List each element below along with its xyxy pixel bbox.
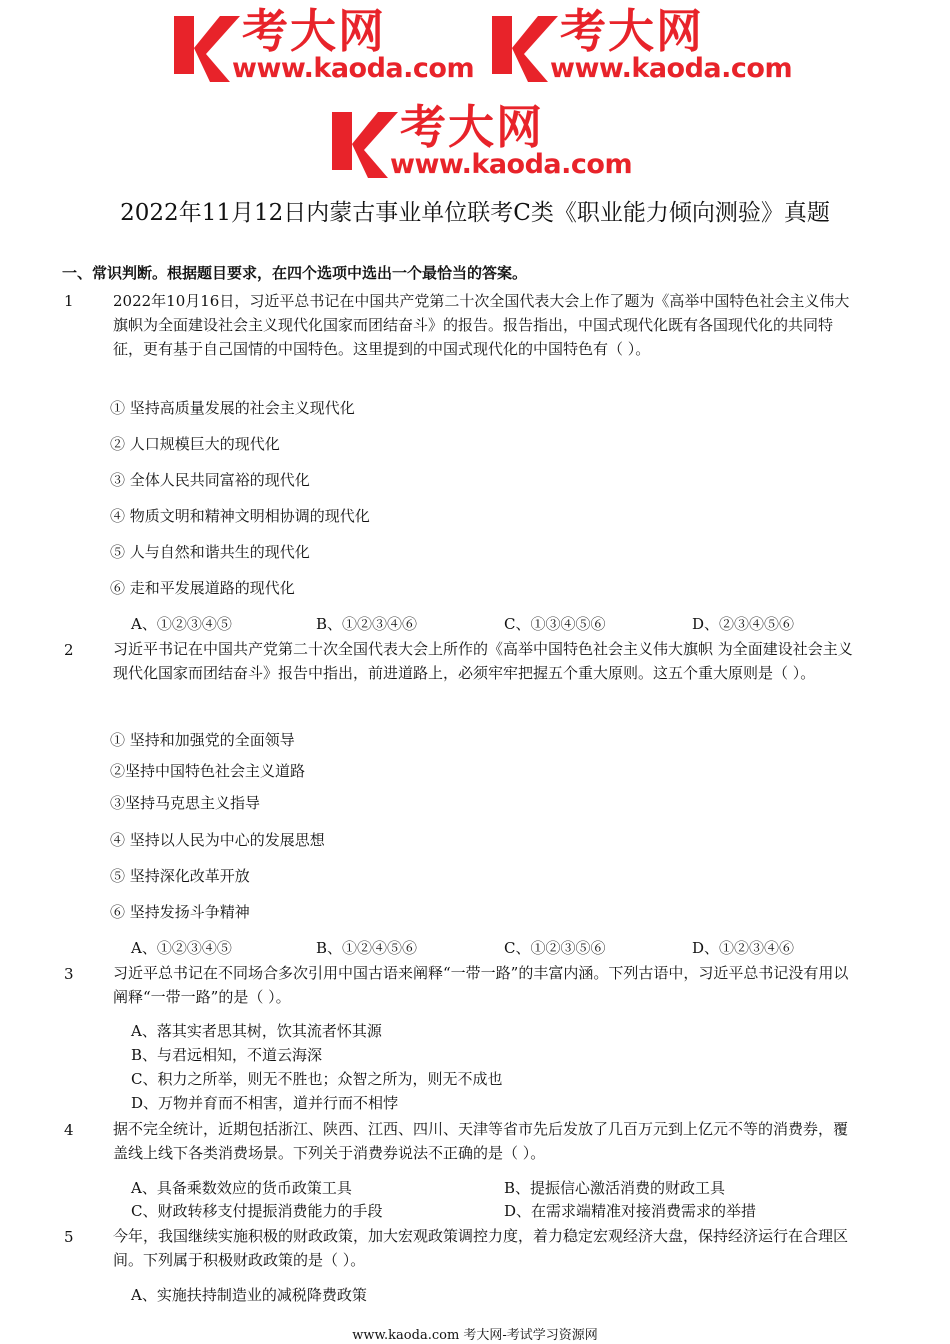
list-item: ⑤ 坚持深化改革开放 <box>110 867 250 885</box>
list-item: ③坚持马克思主义指导 <box>110 794 261 812</box>
answer-option: A、①②③④⑤ <box>131 615 232 633</box>
list-item: ① 坚持和加强党的全面领导 <box>110 731 295 749</box>
question-text: 2022年10月16日，习近平总书记在中国共产党第二十次全国代表大会上作了题为《高举中国特色社会主义伟大旗帜为全面建设社会主义现代化国家而团结奋斗》的报告。报告指出，中国式现代化既有各国现代化的共同特征，更有基于自己国情的中国特色。这里提到的中国式现代化的中国特色有（ ）。 <box>113 292 850 358</box>
logo-brand-text: 考大网 <box>242 4 386 58</box>
question-number: 2 <box>64 641 74 659</box>
answer-option: A、①②③④⑤ <box>131 939 232 957</box>
list-item: ④ 物质文明和精神文明相协调的现代化 <box>110 507 370 525</box>
question-text: 据不完全统计，近期包括浙江、陕西、江西、四川、天津等省市先后发放了几百万元到上亿元不等的消费券，覆盖线上线下各类消费场景。下列关于消费券说法不正确的是（ ）。 <box>113 1120 849 1162</box>
logo-brand-text: 考大网 <box>560 4 704 58</box>
answer-option: C、①②③⑤⑥ <box>504 939 606 957</box>
logo-url-text: www.kaoda.com <box>232 53 475 84</box>
answer-option: B、①②③④⑥ <box>316 615 418 633</box>
question-text: 习近平书记在中国共产党第二十次全国代表大会上所作的《高举中国特色社会主义伟大旗帜 为全面建设社会主义现代化国家而团结奋斗》报告中指出，前进道路上，必须牢牢把握五个重大原则。这五个重大原则是（ ）。 <box>113 640 853 682</box>
list-item: ⑥ 走和平发展道路的现代化 <box>110 579 295 597</box>
list-item: ② 人口规模巨大的现代化 <box>110 435 280 453</box>
logo-url-text: www.kaoda.com <box>550 53 793 84</box>
answer-option: C、积力之所举，则无不胜也；众智之所为，则无不成也 <box>131 1070 503 1088</box>
kaoda-logo <box>330 100 650 180</box>
question-number: 3 <box>64 965 74 983</box>
logo-url-text: www.kaoda.com <box>390 149 633 180</box>
logo-brand-text: 考大网 <box>400 100 544 154</box>
list-item: ④ 坚持以人民为中心的发展思想 <box>110 831 325 849</box>
question-text: 习近平总书记在不同场合多次引用中国古语来阐释“一带一路”的丰富内涵。下列古语中，习近平总书记没有用以阐释“一带一路”的是（ ）。 <box>113 964 849 1006</box>
answer-option: C、财政转移支付提振消费能力的手段 <box>131 1202 383 1220</box>
question-text: 今年，我国继续实施积极的财政政策，加大宏观政策调控力度，着力稳定宏观经济大盘，保持经济运行在合理区间。下列属于积极财政政策的是（ ）。 <box>113 1227 849 1269</box>
kaoda-logo <box>490 4 810 84</box>
answer-option: A、落其实者思其树，饮其流者怀其源 <box>131 1022 382 1040</box>
section-heading: 一、常识判断。根据题目要求，在四个选项中选出一个最恰当的答案。 <box>62 264 528 282</box>
kaoda-logo <box>172 4 492 84</box>
question-number: 4 <box>64 1121 74 1139</box>
answer-option: D、在需求端精准对接消费需求的举措 <box>504 1202 757 1220</box>
list-item: ②坚持中国特色社会主义道路 <box>110 762 306 780</box>
list-item: ⑥ 坚持发扬斗争精神 <box>110 903 250 921</box>
answer-option: D、②③④⑤⑥ <box>692 615 795 633</box>
question-number: 5 <box>64 1228 74 1246</box>
answer-option: B、①②④⑤⑥ <box>316 939 418 957</box>
list-item: ③ 全体人民共同富裕的现代化 <box>110 471 310 489</box>
answer-option: A、具备乘数效应的货币政策工具 <box>131 1179 352 1197</box>
list-item: ① 坚持高质量发展的社会主义现代化 <box>110 399 355 417</box>
answer-option: C、①③④⑤⑥ <box>504 615 606 633</box>
answer-option: B、与君远相知，不道云海深 <box>131 1046 323 1064</box>
answer-option: D、①②③④⑥ <box>692 939 795 957</box>
question-number: 1 <box>64 292 74 310</box>
page-title: 2022年11月12日内蒙古事业单位联考C类《职业能力倾向测验》真题 <box>120 200 830 226</box>
answer-option: A、实施扶持制造业的减税降费政策 <box>131 1286 367 1304</box>
answer-option: B、提振信心激活消费的财政工具 <box>504 1179 726 1197</box>
list-item: ⑤ 人与自然和谐共生的现代化 <box>110 543 310 561</box>
answer-option: D、万物并育而不相害，道并行而不相悖 <box>131 1094 399 1112</box>
footer-text: www.kaoda.com 考大网-考试学习资源网 <box>352 1328 598 1343</box>
